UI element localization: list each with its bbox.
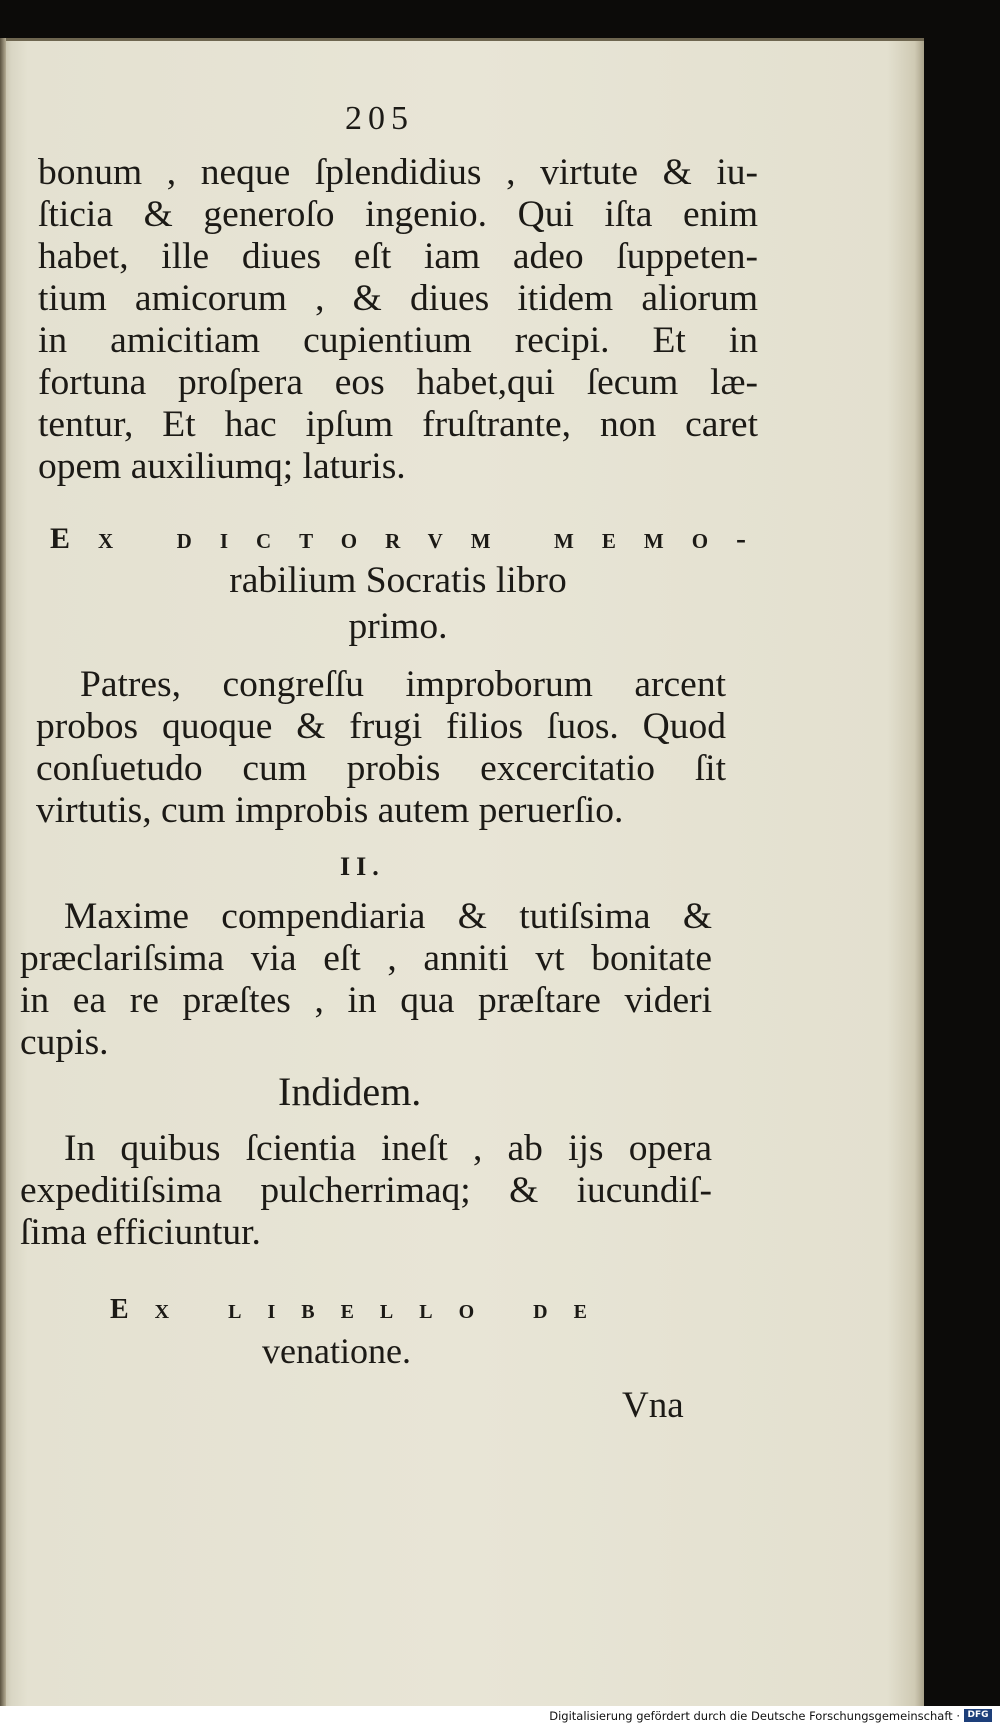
section-heading-1: Ex dictorvm memo- bbox=[50, 522, 775, 555]
page-number: 205 bbox=[345, 100, 414, 137]
footer-credit: Digitalisierung gefördert durch die Deutsche Forschungsgemeinschaft · bbox=[549, 1709, 960, 1723]
text-line: cupis. bbox=[20, 1022, 109, 1063]
page-gutter bbox=[0, 38, 6, 1706]
section-numeral: II. bbox=[340, 852, 385, 881]
section-heading-3-line2: venatione. bbox=[262, 1331, 411, 1371]
text-line: conſuetudo cum probis excercitatio ſit bbox=[36, 748, 726, 789]
text-line: bonum , neque ſplendidius , virtute & iu- bbox=[38, 152, 758, 193]
section-heading-3: Ex libello de bbox=[110, 1294, 613, 1325]
text-line: fortuna proſpera eos habet,qui ſecum læ- bbox=[38, 362, 758, 403]
text-line: præclariſsima via eſt , anniti vt bonitate bbox=[20, 938, 712, 979]
text-line: tium amicorum , & diues itidem aliorum bbox=[38, 278, 758, 319]
text-line: expeditiſsima pulcherrimaq; & iucundiſ- bbox=[20, 1170, 712, 1211]
text-line: virtutis, cum improbis autem peruerſio. bbox=[36, 790, 624, 831]
paragraph-block-4 bbox=[20, 1128, 712, 1254]
text-line: probos quoque & frugi filios ſuos. Quod bbox=[36, 706, 726, 747]
text-line: in amicitiam cupientium recipi. Et in bbox=[38, 320, 758, 361]
paragraph-block-3 bbox=[20, 896, 712, 1064]
text-line: In quibus ſcientia ineſt , ab ijs opera bbox=[64, 1128, 712, 1169]
text-line: in ea re præſtes , in qua præſtare videri bbox=[20, 980, 712, 1021]
paragraph-block-1 bbox=[38, 152, 758, 488]
section-heading-1-line2: rabilium Socratis libro bbox=[229, 560, 567, 601]
dfg-logo: DFG bbox=[964, 1709, 992, 1722]
catchword: Vna bbox=[622, 1385, 684, 1426]
text-line: habet, ille diues eſt iam adeo ſuppeten- bbox=[38, 236, 758, 277]
text-line: Maxime compendiaria & tutiſsima & bbox=[64, 896, 712, 937]
text-line: tentur, Et hac ipſum fruſtrante, non caret bbox=[38, 404, 758, 445]
text-line: ſticia & generoſo ingenio. Qui iſta enim bbox=[38, 194, 758, 235]
text-line: Patres, congreſſu improborum arcent bbox=[80, 664, 726, 705]
text-line: opem auxiliumq; laturis. bbox=[38, 446, 406, 487]
text-line: ſima efficiuntur. bbox=[20, 1212, 261, 1253]
section-heading-2: Indidem. bbox=[278, 1069, 422, 1114]
paragraph-block-2 bbox=[36, 664, 726, 832]
section-heading-1-line3: primo. bbox=[348, 606, 448, 647]
